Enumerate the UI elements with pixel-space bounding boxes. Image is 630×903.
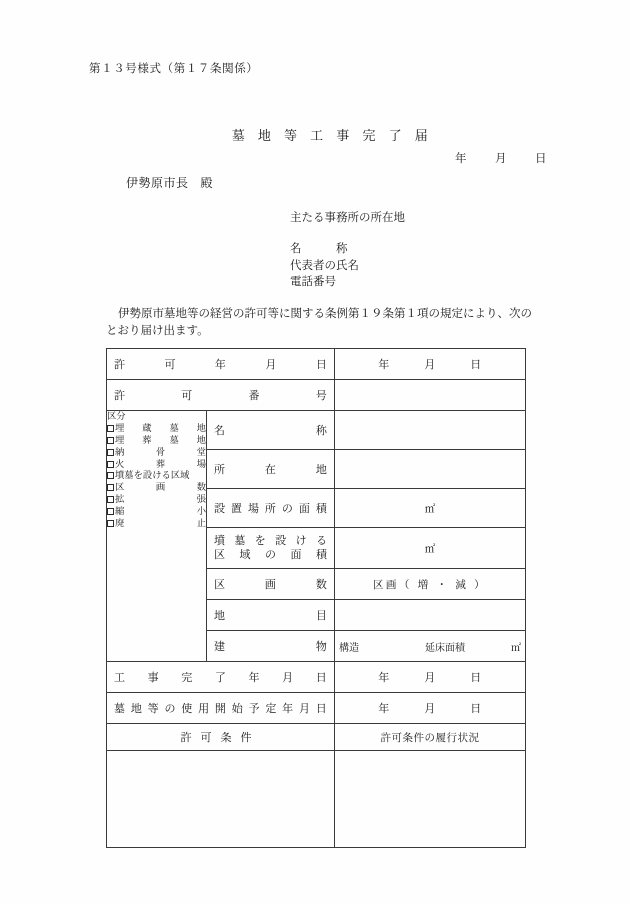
label-char: 称 <box>315 424 328 437</box>
label-char: る <box>315 534 327 547</box>
permit-number-value-cell[interactable] <box>335 380 526 411</box>
kubun-item-label <box>115 494 206 506</box>
label-char: 墓 <box>169 423 179 435</box>
checkbox-icon[interactable] <box>107 520 114 527</box>
label-char: 了 <box>214 671 227 684</box>
submission-date-line <box>455 150 547 166</box>
location-label-cell <box>207 450 335 489</box>
kubun-item-maiso-bochi[interactable] <box>107 435 206 447</box>
label-char: 墓 <box>234 534 246 547</box>
kubun-item-maizo-bochi[interactable] <box>107 423 206 435</box>
year-label: 年 <box>378 671 390 684</box>
kubun-checkbox-cell <box>107 411 207 662</box>
label-char: 工 <box>114 671 126 684</box>
completion-date-label-cell <box>107 662 335 693</box>
label-char: 埋 <box>115 435 125 447</box>
label-char: 葬 <box>155 458 166 470</box>
table-row-completion-date <box>107 662 526 693</box>
day-label: 日 <box>470 358 482 371</box>
label-char: 地 <box>196 423 206 435</box>
table-row-condition-header <box>107 724 526 751</box>
label-char: 場 <box>196 458 206 470</box>
checkbox-icon[interactable] <box>107 508 114 515</box>
start-date-value-cell[interactable] <box>335 693 526 724</box>
label-char: 区 <box>115 482 125 494</box>
kubun-item-kakucho[interactable] <box>107 494 206 506</box>
checkbox-icon[interactable] <box>107 484 114 491</box>
label-char: 墓 <box>169 435 179 447</box>
land-category-label <box>207 607 334 623</box>
label-char: 事 <box>147 671 159 684</box>
label-char: 火 <box>115 458 125 470</box>
label-char: 地 <box>315 463 328 476</box>
label-char: 墓 <box>114 702 126 715</box>
label-char: 年 <box>214 358 227 371</box>
label-char: 区 <box>214 548 225 561</box>
day-label: 日 <box>470 702 482 715</box>
form-number: 第１３号様式（第１７条関係） <box>89 61 259 75</box>
permit-date-value-cell[interactable] <box>335 349 526 380</box>
kubun-item-nokotsudo[interactable] <box>107 447 206 459</box>
table-row-condition-body <box>107 751 526 848</box>
label-char: 小 <box>196 505 206 517</box>
date-month-label: 月 <box>495 151 507 165</box>
label-char: 画 <box>264 578 277 591</box>
label-char: 数 <box>315 578 328 591</box>
label-char: 地 <box>214 609 226 622</box>
table-row-permit-number <box>107 380 526 411</box>
label-char: 番 <box>248 389 260 402</box>
permit-date-label-cell <box>107 349 335 380</box>
kubun-item-label <box>115 506 206 518</box>
condition-label: 許可条件 <box>107 724 335 751</box>
label-char: 用 <box>198 702 210 715</box>
name-value-cell[interactable] <box>335 411 526 450</box>
completion-date-value <box>335 669 525 685</box>
kubun-item-funbo-kuiki[interactable] <box>107 470 206 482</box>
building-area-unit: ㎡ <box>511 642 522 654</box>
label-char: の <box>265 548 276 561</box>
kubun-item-shukusho[interactable] <box>107 506 206 518</box>
plot-count-value-cell[interactable]: 区画（ 増 ・ 減 ） <box>335 569 526 600</box>
label-char: 年 <box>248 671 260 684</box>
completion-date-label <box>107 669 334 685</box>
label-char: 積 <box>315 502 328 515</box>
kubun-item-kasoba[interactable] <box>107 459 206 471</box>
month-label: 月 <box>424 671 436 684</box>
label-char: 域 <box>239 548 251 561</box>
label-char: 建 <box>214 640 226 653</box>
label-char: 定 <box>265 702 277 715</box>
checkbox-icon[interactable] <box>107 449 114 456</box>
label-char: 在 <box>264 463 277 476</box>
table-row-name <box>107 411 526 450</box>
label-char: け <box>295 534 307 547</box>
addressee <box>126 174 213 191</box>
label-char: 葬 <box>142 435 152 447</box>
permit-date-value <box>335 356 525 372</box>
building-label-cell <box>207 631 335 662</box>
year-label: 年 <box>378 358 390 371</box>
label-char: 堂 <box>196 446 206 458</box>
label-char: 張 <box>196 494 206 506</box>
day-label: 日 <box>470 671 482 684</box>
site-area-value-cell[interactable]: ㎡ <box>335 489 526 528</box>
building-label <box>207 638 334 654</box>
label-char: 区 <box>214 578 226 591</box>
label-char: 名 <box>214 424 226 437</box>
condition-input-cell[interactable] <box>107 751 335 848</box>
label-char: 面 <box>290 548 302 561</box>
condition-status-input-cell[interactable] <box>335 751 526 848</box>
kubun-item-label <box>115 423 206 435</box>
label-char: 開 <box>214 702 227 715</box>
start-date-value <box>335 700 525 716</box>
label-char: 納 <box>115 446 125 458</box>
kubun-item-label <box>115 447 206 459</box>
site-area-label-cell <box>207 489 335 528</box>
kubun-item-label <box>115 470 206 482</box>
page-title: 墓 地 等 工 事 完 了 届 <box>231 129 433 144</box>
month-label: 月 <box>424 702 436 715</box>
label-char: 所 <box>214 463 226 476</box>
label-char: 埋 <box>115 423 125 435</box>
label-char: 可 <box>164 358 176 371</box>
plot-count-label-cell <box>207 569 335 600</box>
plot-count-label <box>207 576 334 592</box>
label-char: 積 <box>316 548 327 561</box>
label-char: 墳 <box>214 534 225 547</box>
label-char: 地 <box>196 435 206 447</box>
label-char: 所 <box>264 502 277 515</box>
site-area-label <box>207 500 334 516</box>
label-char: 地 <box>130 702 143 715</box>
label-char: 面 <box>298 502 311 515</box>
label-char: 墳墓を設ける区域 <box>115 470 190 482</box>
addressee-honorific: 殿 <box>200 176 214 190</box>
label-char: 目 <box>315 609 328 622</box>
label-char: 等 <box>147 702 159 715</box>
permit-number-label <box>107 387 334 403</box>
permit-date-label <box>107 356 334 372</box>
kubun-heading: 区分 <box>107 411 126 422</box>
building-value-cell[interactable] <box>335 631 526 662</box>
label-char: 置 <box>230 502 243 515</box>
label-char: 物 <box>315 640 328 653</box>
permit-number-label-cell <box>107 380 335 411</box>
label-char: の <box>164 702 176 715</box>
label-char: 止 <box>196 517 206 529</box>
label-char: 画 <box>155 482 166 494</box>
label-char: 拡 <box>115 494 125 506</box>
location-label <box>207 461 334 477</box>
checkbox-icon[interactable] <box>107 461 114 468</box>
grave-area-label <box>207 534 334 562</box>
building-structure-label: 構造 <box>339 642 360 654</box>
label-char: 廃 <box>115 517 125 529</box>
label-char: 許 <box>114 389 126 402</box>
date-day-label: 日 <box>535 151 547 165</box>
label-char: 年 <box>282 702 294 715</box>
condition-status-label: 許可条件の履行状況 <box>335 724 526 751</box>
label-char: 月 <box>282 671 294 684</box>
table-row-start-date <box>107 693 526 724</box>
label-char: 月 <box>265 358 277 371</box>
applicant-phone-label: 電話番号 <box>290 274 336 288</box>
grave-area-label-line1 <box>214 534 327 548</box>
label-char: 月 <box>298 702 311 715</box>
label-char: 数 <box>196 482 206 494</box>
name-label <box>207 422 334 438</box>
kubun-item-label <box>115 459 206 471</box>
label-char: 設 <box>275 534 287 547</box>
label-char: 号 <box>315 389 327 402</box>
label-char: 骨 <box>155 446 166 458</box>
label-char: 蔵 <box>142 423 152 435</box>
label-char: 設 <box>214 502 226 515</box>
kubun-list <box>107 423 206 529</box>
body-paragraph: 伊勢原市墓地等の経営の許可等に関する条例第１９条第１項の規定により、次のとおり届け出ます。 <box>106 306 532 337</box>
name-label-cell <box>207 411 335 450</box>
land-category-label-cell <box>207 600 335 631</box>
kubun-item-haishi[interactable] <box>107 518 206 530</box>
month-label: 月 <box>424 358 436 371</box>
label-char: 場 <box>247 502 260 515</box>
applicant-office-label: 主たる事務所の所在地 <box>290 210 405 224</box>
applicant-representative-label: 代表者の氏名 <box>290 257 359 272</box>
label-char: 日 <box>315 671 327 684</box>
start-date-label-cell <box>107 693 335 724</box>
applicant-name-label: 名 称 <box>290 241 348 255</box>
checkbox-icon[interactable] <box>107 496 114 503</box>
label-char: 可 <box>181 389 193 402</box>
applicant-fields <box>290 240 359 290</box>
declaration-table <box>106 348 526 848</box>
label-char: 完 <box>181 671 193 684</box>
date-year-label: 年 <box>455 151 467 165</box>
table-row-permit-date <box>107 349 526 380</box>
year-label: 年 <box>378 702 390 715</box>
kubun-item-label <box>115 482 206 494</box>
label-char: 許 <box>114 358 126 371</box>
checkbox-icon[interactable] <box>107 437 114 444</box>
addressee-name: 伊勢原市長 <box>126 176 189 190</box>
label-char: 日 <box>315 358 328 371</box>
label-char: を <box>254 534 266 547</box>
label-char: 使 <box>181 702 193 715</box>
label-char: 始 <box>231 702 243 715</box>
start-date-label <box>107 700 334 716</box>
grave-area-value-cell[interactable]: ㎡ <box>335 528 526 569</box>
checkbox-icon[interactable] <box>107 425 114 432</box>
location-value-cell[interactable] <box>335 450 526 489</box>
completion-date-value-cell[interactable] <box>335 662 526 693</box>
label-char: 縮 <box>115 505 125 517</box>
checkbox-icon[interactable] <box>107 472 114 479</box>
building-floor-area-label: 延床面積 <box>425 642 466 654</box>
land-category-value-cell[interactable] <box>335 600 526 631</box>
kubun-item-kukakusu[interactable] <box>107 482 206 494</box>
kubun-item-label <box>115 435 206 447</box>
kubun-item-label <box>115 518 206 530</box>
label-char: 予 <box>248 702 260 715</box>
building-detail <box>335 639 525 654</box>
label-char: の <box>281 502 294 515</box>
grave-area-label-line2 <box>214 548 327 562</box>
label-char: 日 <box>315 702 327 715</box>
grave-area-label-cell <box>207 528 335 569</box>
